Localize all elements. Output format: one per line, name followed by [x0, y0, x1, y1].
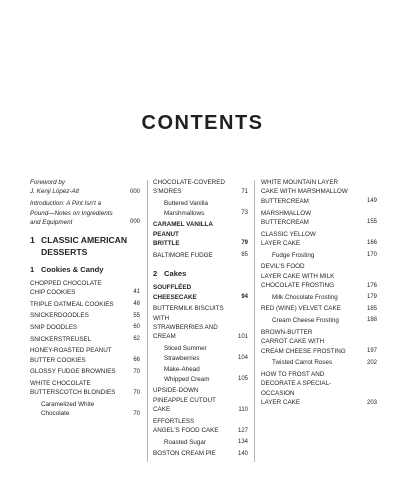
- toc-entry-title: Fudge Frosting: [272, 251, 315, 259]
- toc-entry-title: Caramelized White Chocolate: [41, 400, 95, 418]
- toc-entry: [261, 328, 377, 356]
- toc-entry-title: BALTIMORE FUDGE: [153, 251, 213, 259]
- toc-entry-page: 140: [237, 450, 248, 457]
- toc-entry-page: 179: [366, 294, 377, 301]
- section-heading: [153, 269, 248, 278]
- toc-entry-title: CLASSIC YELLOW LAYER CAKE: [261, 230, 316, 247]
- toc-entry-page: 166: [366, 240, 377, 247]
- toc-entry: [261, 358, 377, 367]
- toc-entry: [261, 230, 377, 249]
- toc-entry: [153, 344, 248, 363]
- toc-entry-title: Introduction: A Pint Isn't a Pound—Notes on Ingredients and Equipment: [30, 200, 113, 226]
- toc-entry-page: 202: [366, 359, 377, 366]
- toc-column-1: [30, 178, 140, 421]
- toc-entry-title: MARSHMALLOW BUTTERCREAM: [261, 209, 312, 226]
- toc-entry-page: 70: [133, 410, 140, 417]
- toc-entry: [261, 178, 377, 206]
- toc-entry-title: GLOSSY FUDGE BROWNIES: [30, 368, 116, 376]
- toc-entry: [30, 323, 140, 332]
- toc-entry-page: 176: [366, 282, 377, 289]
- section-heading: [30, 265, 140, 274]
- toc-entry-page: 000: [129, 188, 140, 195]
- toc-entry: [153, 283, 248, 302]
- toc-entry-title: Twisted Carrot Roses: [272, 359, 333, 367]
- toc-entry-title: Buttered Vanilla Marshmallows: [164, 200, 208, 217]
- toc-entry-page: 127: [237, 427, 248, 434]
- toc-entry-title: CHOPPED CHOCOLATE CHIP COOKIES: [30, 279, 102, 296]
- toc-entry-title: HOW TO FROST AND DECORATE A SPECIAL-OCCASION LAYER CAKE: [261, 370, 332, 407]
- toc-entry-page: 104: [237, 354, 248, 361]
- toc-entry-title: WHITE CHOCOLATE BUTTERSCOTCH BLONDIES: [30, 379, 116, 397]
- toc-entry: [30, 279, 140, 298]
- toc-entry-title: Cream Cheese Frosting: [272, 317, 339, 324]
- toc-entry-title: CARAMEL VANILLA PEANUT BRITTLE: [153, 221, 213, 247]
- column-divider: [147, 180, 148, 462]
- toc-entry-title: RED (WINE) VELVET CAKE: [261, 305, 341, 313]
- toc-entry-title: SNICKERSTREUSEL: [30, 335, 92, 343]
- toc-entry: [261, 316, 377, 325]
- toc-entry-page: 70: [133, 368, 140, 375]
- toc-entry-page: 000: [129, 219, 140, 226]
- toc-entry: [30, 335, 140, 344]
- toc-entry: [153, 386, 248, 414]
- toc-entry: [153, 449, 248, 458]
- toc-entry-page: 94: [241, 293, 248, 300]
- toc-entry-page: 134: [237, 439, 248, 446]
- page-title: CONTENTS: [141, 112, 264, 134]
- toc-entry-page: 185: [366, 305, 377, 312]
- toc-entry-title: Sliced Summer Strawberries: [164, 345, 207, 362]
- toc-entry-title: TRIPLE OATMEAL COOKIES: [30, 300, 114, 308]
- toc-entry: [30, 400, 140, 419]
- toc-entry: [30, 379, 140, 398]
- toc-entry: [30, 367, 140, 376]
- toc-entry: [153, 417, 248, 436]
- toc-entry-page: 66: [133, 357, 140, 363]
- toc-entry-page: 105: [237, 376, 248, 382]
- toc-entry-title: SNIP DOODLES: [30, 323, 78, 331]
- toc-entry-title: BUTTERMILK BISCUITS WITH STRAWBERRIES AND CREAM: [153, 305, 224, 341]
- toc-entry: [30, 178, 140, 197]
- toc-entry: [261, 251, 377, 260]
- part-number: 1: [30, 235, 35, 246]
- toc-entry-page: 48: [133, 301, 140, 308]
- toc-entry-title: WHITE MOUNTAIN LAYER CAKE WITH MARSHMALLOW BUTTERCREAM: [261, 179, 348, 205]
- toc-entry-page: 41: [133, 289, 140, 296]
- toc-entry-title: Foreword by J. Kenji López-Alt: [30, 179, 80, 196]
- toc-entry-title: SNICKERDOODLES: [30, 312, 89, 320]
- toc-entry-title: Make-Ahead Whipped Cream: [164, 366, 210, 383]
- toc-entry-page: 197: [366, 347, 377, 354]
- toc-entry-page: 79: [241, 240, 248, 247]
- toc-entry-page: 73: [241, 209, 248, 216]
- toc-entry-title: SOUFFLÉED CHEESECAKE: [153, 284, 197, 301]
- toc-entry: [153, 178, 248, 197]
- toc-entry-title: BOSTON CREAM PIE: [153, 450, 216, 458]
- toc-entry-page: 85: [241, 252, 248, 259]
- toc-entry-page: 62: [133, 335, 140, 342]
- toc-entry: [30, 199, 140, 227]
- column-divider: [254, 180, 255, 462]
- toc-entry-page: 71: [241, 188, 248, 195]
- toc-entry: [30, 311, 140, 320]
- toc-entry: [153, 220, 248, 248]
- toc-entry-title: Roasted Sugar: [164, 438, 207, 446]
- toc-entry: [153, 438, 248, 447]
- toc-column-3: [261, 178, 377, 410]
- toc-entry: [153, 304, 248, 342]
- toc-entry: [153, 251, 248, 260]
- toc-entry-page: 170: [366, 252, 377, 259]
- toc-entry-page: 55: [133, 312, 140, 319]
- toc-entry: [30, 300, 140, 309]
- toc-entry: [30, 346, 140, 365]
- toc-entry-title: BROWN-BUTTER CARROT CAKE WITH CREAM CHEESE FROSTING: [261, 328, 346, 355]
- toc-entry-page: 60: [133, 324, 140, 331]
- toc-entry: [261, 304, 377, 313]
- toc-entry-page: 155: [366, 219, 377, 226]
- toc-entry: [261, 370, 377, 408]
- toc-entry-page: 188: [366, 317, 377, 324]
- toc-entry-title: EFFORTLESS ANGEL'S FOOD CAKE: [153, 417, 219, 435]
- part-title: CLASSIC AMERICAN DESSERTS: [41, 235, 128, 257]
- toc-entry: [261, 209, 377, 228]
- toc-entry: [261, 293, 377, 302]
- toc-entry: [153, 365, 248, 384]
- toc-entry-page: 149: [366, 198, 377, 205]
- toc-entry-page: 70: [133, 389, 140, 396]
- part-heading: [30, 235, 140, 258]
- section-title: Cakes: [164, 269, 187, 279]
- section-number: 2: [153, 269, 158, 279]
- toc-entry-page: 101: [237, 333, 248, 340]
- toc-entry: [261, 262, 377, 290]
- section-title: Cookies & Candy: [41, 264, 104, 274]
- toc-entry-title: DEVIL'S FOOD LAYER CAKE WITH MILK CHOCOLATE FROSTING: [261, 263, 335, 290]
- toc-column-2: [153, 178, 248, 461]
- toc-entry-title: Milk Chocolate Frosting: [272, 293, 338, 301]
- toc-entry: [153, 199, 248, 218]
- section-number: 1: [30, 264, 35, 274]
- toc-entry-title: HONEY-ROASTED PEANUT BUTTER COOKIES: [30, 347, 112, 364]
- toc-entry-page: 203: [366, 399, 377, 406]
- toc-entry-title: UPSIDE-DOWN PINEAPPLE CUTOUT CAKE: [153, 387, 216, 414]
- toc-entry-title: CHOCOLATE-COVERED S'MORES: [153, 179, 225, 196]
- toc-entry-page: 110: [238, 406, 248, 413]
